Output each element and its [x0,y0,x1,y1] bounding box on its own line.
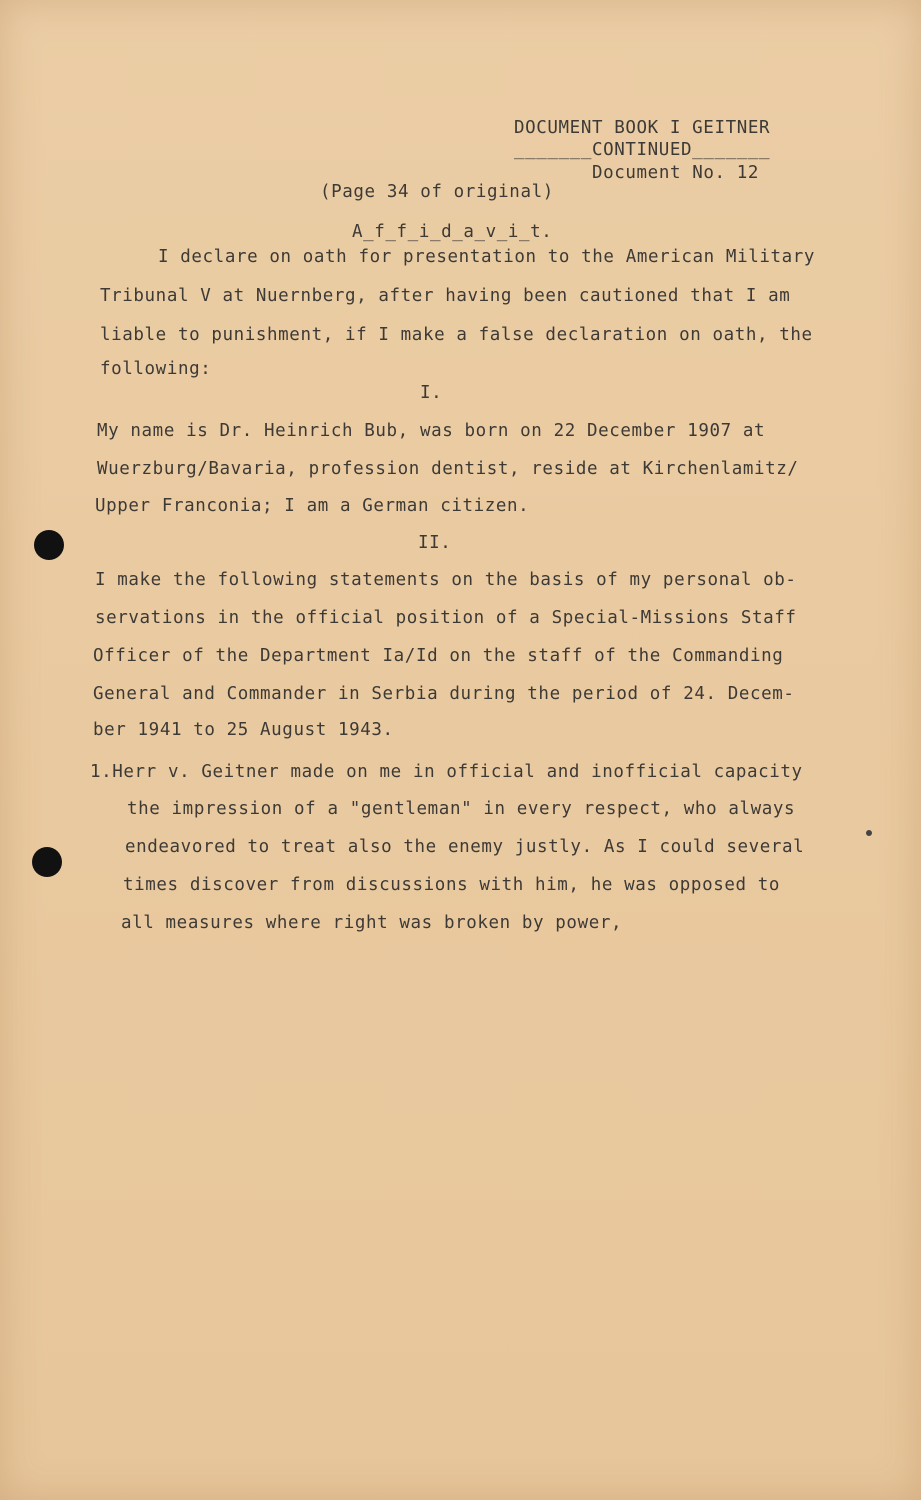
section2-line-3: Officer of the Department Ia/Id on the staff of the Commanding [93,646,784,666]
item1-line-4: times discover from discussions with him, he was opposed to [123,875,781,895]
affidavit-title: A_f_f_i_d_a_v_i_t. [352,222,553,242]
punch-hole-bottom [32,847,62,877]
item1-line-2: the impression of a "gentleman" in every respect, who always [127,799,796,819]
section2-line-2: servations in the official position of a Special-Missions Staff [95,608,797,628]
document-book-heading: DOCUMENT BOOK I GEITNER [514,118,771,138]
intro-line-3: liable to punishment, if I make a false declaration on oath, the [100,325,813,345]
punch-hole-top [34,530,64,560]
intro-line-2: Tribunal V at Nuernberg, after having been cautioned that I am [100,286,791,306]
intro-line-1: I declare on oath for presentation to the American Military [158,247,816,267]
continued-heading: _______CONTINUED_______ [514,140,771,160]
document-number: Document No. 12 [592,163,760,183]
section-numeral-1: I. [420,383,443,403]
ink-speck [866,830,872,836]
section1-line-2: Wuerzburg/Bavaria, profession dentist, reside at Kirchenlamitz/ [97,459,799,479]
item1-line-1: 1.Herr v. Geitner made on me in official and inofficial capacity [90,762,803,782]
section2-line-5: ber 1941 to 25 August 1943. [93,720,394,740]
section2-line-4: General and Commander in Serbia during the period of 24. Decem- [93,684,795,704]
section2-line-1: I make the following statements on the basis of my personal ob- [95,570,797,590]
page-reference: (Page 34 of original) [320,182,554,202]
item1-line-3: endeavored to treat also the enemy justly. As I could several [125,837,805,857]
item1-line-5: all measures where right was broken by power, [121,913,623,933]
intro-line-4: following: [100,359,212,379]
section1-line-3: Upper Franconia; I am a German citizen. [95,496,530,516]
section-numeral-2: II. [418,533,452,553]
section1-line-1: My name is Dr. Heinrich Bub, was born on 22 December 1907 at [97,421,766,441]
